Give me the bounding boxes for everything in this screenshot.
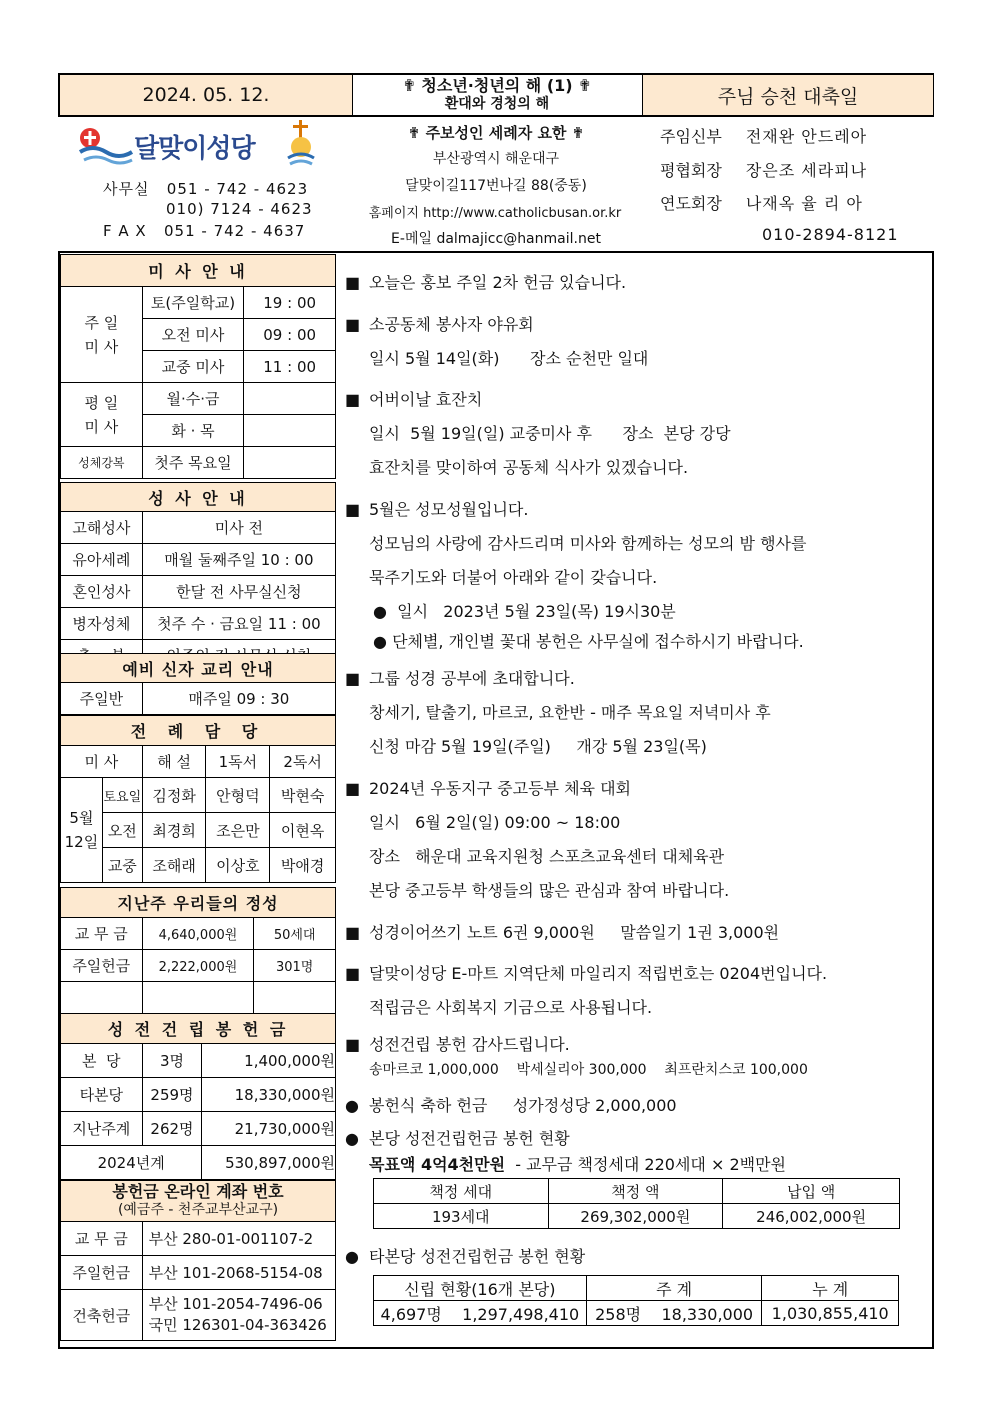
building-label: 지난주계: [61, 1112, 143, 1146]
building-label: 본 당: [61, 1044, 143, 1078]
sacrament-title: 성 사 안 내: [61, 483, 336, 512]
liturgy-header: 미 사: [61, 746, 143, 778]
notice-item: ■ 소공동체 봉사자 야유회: [345, 315, 534, 334]
building-amount: 18,330,000원: [202, 1078, 336, 1112]
feast-title: 주님 승천 대축일: [642, 75, 933, 115]
liturgy-commentator: 조해래: [142, 848, 206, 883]
notice-subitem: ● 일시 2023년 5월 23일(목) 19시30분: [373, 602, 676, 621]
notice-item: ■ 성전건립 봉헌 감사드립니다.: [345, 1035, 570, 1054]
notice-line: 일시 5월 14일(화) 장소 순천만 일대: [369, 349, 649, 368]
staff-role: 주임신부: [660, 127, 722, 146]
mass-time: [244, 415, 336, 447]
offering-label: 주일헌금: [61, 950, 143, 982]
account-number: 부산 280-01-001107-2: [142, 1222, 335, 1256]
sacrament-value: 한달 전 사무실신청: [142, 576, 335, 608]
office-phone-line: [103, 178, 308, 199]
accounts-title-text: 봉헌금 온라인 계좌 번호: [112, 1182, 284, 1201]
mass-table: [60, 254, 336, 479]
adoration-label: 성체강복: [61, 447, 143, 479]
offering-count: 301명: [254, 950, 336, 982]
other-church-table: [373, 1275, 899, 1326]
address-line-1: 부산광역시 해운대구: [432, 151, 560, 167]
liturgy-mass: 토요일: [102, 778, 142, 813]
staff-name: 장은조 세라피나: [745, 161, 868, 180]
accounts-subtitle: (예금주 - 천주교부산교구): [117, 1202, 279, 1218]
building-year-amount: 530,897,000원: [202, 1146, 336, 1180]
catechism-value: 매주일 09 : 30: [142, 683, 335, 715]
notice-line: 성모님의 사랑에 감사드리며 미사와 함께하는 성모의 밤 행사를: [369, 534, 807, 553]
notice-item: ■ 5월은 성모성월입니다.: [345, 500, 529, 519]
notice-item: ■ 성경이어쓰기 노트 6권 9,000원 말씀일기 1권 3,000원: [345, 923, 780, 942]
catechism-label: 주일반: [61, 683, 143, 715]
staff-name: 전재완 안드레아: [745, 127, 868, 146]
staff-row: [660, 191, 863, 214]
bulletin-date: 2024. 05. 12.: [60, 75, 353, 115]
notice-line: 효잔치를 맞이하여 공동체 식사가 있겠습니다.: [369, 458, 689, 477]
account-number: 부산 101-2054-7496-06: [148, 1295, 323, 1313]
notice-item: ● 본당 성전건립헌금 봉헌 현황: [345, 1129, 570, 1148]
building-title: 성 전 건 립 봉 헌 금: [61, 1014, 336, 1044]
account-number: 부산 101-2068-5154-08: [142, 1256, 335, 1290]
donor-list: 송마르코 1,000,000 박세실리아 300,000 최프란치스코 100,000: [369, 1062, 808, 1078]
notice-line: 창세기, 탈출기, 마르코, 요한반 - 매주 목요일 저녁미사 후: [369, 703, 771, 722]
fax-line: [103, 222, 305, 240]
building-amount: 1,400,000원: [202, 1044, 336, 1078]
notice-line: 본당 중고등부 학생들의 많은 관심과 참여 바랍니다.: [369, 881, 730, 900]
liturgy-mass: 교중: [102, 848, 142, 883]
catechism-title: 예비 신자 교리 안내: [61, 654, 336, 683]
liturgy-reading1: 안형덕: [206, 778, 270, 813]
liturgy-commentator: 최경희: [142, 813, 206, 848]
bullet-square-icon: ■: [345, 390, 361, 409]
building-count: 259명: [142, 1078, 202, 1112]
bullet-dot-icon: ●: [373, 632, 387, 651]
mass-time: 11 : 00: [244, 351, 336, 383]
mass-name: 오전 미사: [142, 319, 244, 351]
parish-logo: [78, 122, 318, 172]
staff-role: 평협회장: [660, 161, 722, 180]
notice-line: 신청 마감 5월 19일(주일) 개강 5월 23일(목): [369, 737, 707, 756]
liturgy-reading2: 박현숙: [270, 778, 336, 813]
sacrament-label: 유아세례: [61, 544, 143, 576]
catechism-table: [60, 653, 336, 715]
liturgy-reading2: 이현옥: [270, 813, 336, 848]
table-cell: 246,002,000원: [723, 1204, 900, 1229]
table-cell: 269,302,000원: [548, 1204, 723, 1229]
office-label: 사무실: [103, 180, 150, 198]
staff-row: [660, 124, 867, 147]
notice-item: ■ 어버이날 효잔치: [345, 390, 483, 409]
building-amount: 21,730,000원: [202, 1112, 336, 1146]
notice-line: 일시 6월 2일(일) 09:00 ~ 18:00: [369, 813, 621, 832]
table-cell: 258명 18,330,000: [586, 1301, 762, 1326]
liturgy-mass: 오전: [102, 813, 142, 848]
table-header: 주 계: [586, 1276, 762, 1301]
notice-item: ● 타본당 성전건립헌금 봉헌 현황: [345, 1247, 586, 1266]
fax-number: 051 - 742 - 4637: [164, 222, 306, 240]
bullet-square-icon: ■: [345, 500, 361, 519]
accounts-table: [60, 1180, 336, 1341]
homepage-link[interactable]: 홈페이지 http://www.catholicbusan.or.kr: [368, 206, 622, 221]
liturgy-title: 전 례 담 당: [61, 716, 336, 746]
goal-amount: 목표액 4억4천만원: [369, 1155, 506, 1174]
staff-phone: 010-2894-8121: [762, 225, 899, 244]
office-mobile: 010) 7124 - 4623: [166, 200, 313, 218]
liturgy-header: 1독서: [206, 746, 270, 778]
parish-name: 달맞이성당: [134, 134, 255, 164]
mass-title: 미 사 안 내: [61, 255, 336, 287]
header-bar: [58, 73, 934, 117]
bullet-dot-icon: ●: [345, 1129, 359, 1148]
account-label: 주일헌금: [61, 1256, 143, 1290]
liturgy-reading1: 이상호: [206, 848, 270, 883]
bullet-square-icon: ■: [345, 964, 361, 983]
notice-line: 묵주기도와 더불어 아래와 같이 갖습니다.: [369, 568, 658, 587]
notice-line: 일시 5월 19일(일) 교중미사 후 장소 본당 강당: [369, 424, 731, 443]
theme-title: ✟ 청소년·청년의 해 (1) ✟: [402, 76, 592, 95]
notice-item: ■ 2024년 우동지구 중고등부 체육 대회: [345, 779, 631, 798]
table-header: 책정 세대: [374, 1179, 549, 1204]
sacrament-value: 매월 둘째주일 10 : 00: [142, 544, 335, 576]
bullet-square-icon: ■: [345, 273, 361, 292]
offering-amount: 2,222,000원: [142, 950, 254, 982]
bullet-square-icon: ■: [345, 779, 361, 798]
table-cell: 4,697명 1,297,498,410: [374, 1301, 587, 1326]
mass-time: 09 : 00: [244, 319, 336, 351]
bullet-square-icon: ■: [345, 315, 361, 334]
table-header: 책정 액: [548, 1179, 723, 1204]
notice-item: ■ 오늘은 홍보 주일 2차 헌금 있습니다.: [345, 273, 627, 292]
mass-time: 19 : 00: [244, 287, 336, 319]
address-line-2: 달맞이길117번나길 88(중동): [405, 178, 587, 194]
table-cell: 1,030,855,410: [762, 1301, 899, 1326]
goal-detail: - 교무금 책정세대 220세대 × 2백만원: [515, 1155, 787, 1174]
notice-item: ■ 달맞이성당 E-마트 지역단체 마일리지 적립번호는 0204번입니다.: [345, 964, 828, 983]
liturgy-reading1: 조은만: [206, 813, 270, 848]
weekday-mass-label: 평 일 미 사: [61, 383, 143, 447]
liturgy-header: 해 설: [142, 746, 206, 778]
sacrament-value: 첫주 수 · 금요일 11 : 00: [142, 608, 335, 640]
building-table: [60, 1013, 336, 1180]
bullet-square-icon: ■: [345, 923, 361, 942]
liturgy-reading2: 박애경: [270, 848, 336, 883]
table-header: 신립 현황(16개 본당): [374, 1276, 587, 1301]
account-label: 건축헌금: [61, 1290, 143, 1341]
table-header: 납입 액: [723, 1179, 900, 1204]
sacrament-label: 병자성체: [61, 608, 143, 640]
sunday-mass-label: 주 일 미 사: [61, 287, 143, 383]
accounts-title: [61, 1181, 336, 1222]
bullet-square-icon: ■: [345, 669, 361, 688]
offering-title: 지난주 우리들의 정성: [61, 888, 336, 918]
sacrament-label: 고해성사: [61, 512, 143, 544]
theme-box: [352, 75, 642, 115]
liturgy-header: 2독서: [270, 746, 336, 778]
liturgy-table: [60, 715, 336, 883]
staff-role: 연도회장: [660, 194, 722, 213]
table-cell: 193세대: [374, 1204, 549, 1229]
offering-amount: 4,640,000원: [142, 918, 254, 950]
bullet-square-icon: ■: [345, 1035, 361, 1054]
notice-line: 적립금은 사회복지 기금으로 사용됩니다.: [369, 998, 653, 1017]
mass-name: 화 · 목: [142, 415, 244, 447]
staff-row: [660, 158, 867, 181]
notice-item: ● 봉헌식 축하 헌금 성가정성당 2,000,000: [345, 1096, 677, 1115]
fax-label: F A X: [103, 222, 147, 240]
sacrament-table: [60, 482, 336, 672]
bullet-dot-icon: ●: [345, 1096, 359, 1115]
offering-count: 50세대: [254, 918, 336, 950]
mass-name: 토(주일학교): [142, 287, 244, 319]
sacrament-label: 혼인성사: [61, 576, 143, 608]
mass-name: 교중 미사: [142, 351, 244, 383]
goal-line: [369, 1152, 786, 1175]
building-accounts: [142, 1290, 335, 1341]
notice-subitem: ● 단체별, 개인별 꽃대 봉헌은 사무실에 접수하시기 바랍니다.: [373, 632, 804, 651]
sacrament-value: 미사 전: [142, 512, 335, 544]
notice-line: 장소 해운대 교육지원청 스포츠교육센터 대체육관: [369, 847, 725, 866]
moon-cross-icon: [284, 120, 318, 166]
mass-time: [244, 383, 336, 415]
wave-logo-icon: [78, 122, 138, 168]
account-label: 교 무 금: [61, 1222, 143, 1256]
mass-name: 월·수·금: [142, 383, 244, 415]
adoration-value: 첫주 목요일: [142, 447, 244, 479]
table-header: 누 계: [762, 1276, 899, 1301]
bullet-dot-icon: ●: [373, 602, 387, 621]
building-year-label: 2024년계: [61, 1146, 202, 1180]
office-phone: 051 - 742 - 4623: [166, 180, 309, 198]
own-church-table: [373, 1178, 900, 1229]
staff-name: 나재옥 율 리 아: [745, 194, 863, 213]
account-number: 국민 126301-04-363426: [148, 1316, 327, 1334]
liturgy-date: 5월 12일: [61, 778, 103, 883]
patron-saint: ✟ 주보성인 세례자 요한 ✟: [407, 124, 585, 142]
theme-subtitle: 환대와 경청의 해: [444, 96, 550, 112]
bullet-dot-icon: ●: [345, 1247, 359, 1266]
email-link[interactable]: E-메일 dalmajicc@hanmail.net: [391, 231, 601, 247]
offering-table: [60, 887, 336, 1014]
offering-label: 교 무 금: [61, 918, 143, 950]
building-count: 262명: [142, 1112, 202, 1146]
building-count: 3명: [142, 1044, 202, 1078]
building-label: 타본당: [61, 1078, 143, 1112]
liturgy-commentator: 김정화: [142, 778, 206, 813]
notice-item: ■ 그룹 성경 공부에 초대합니다.: [345, 669, 575, 688]
